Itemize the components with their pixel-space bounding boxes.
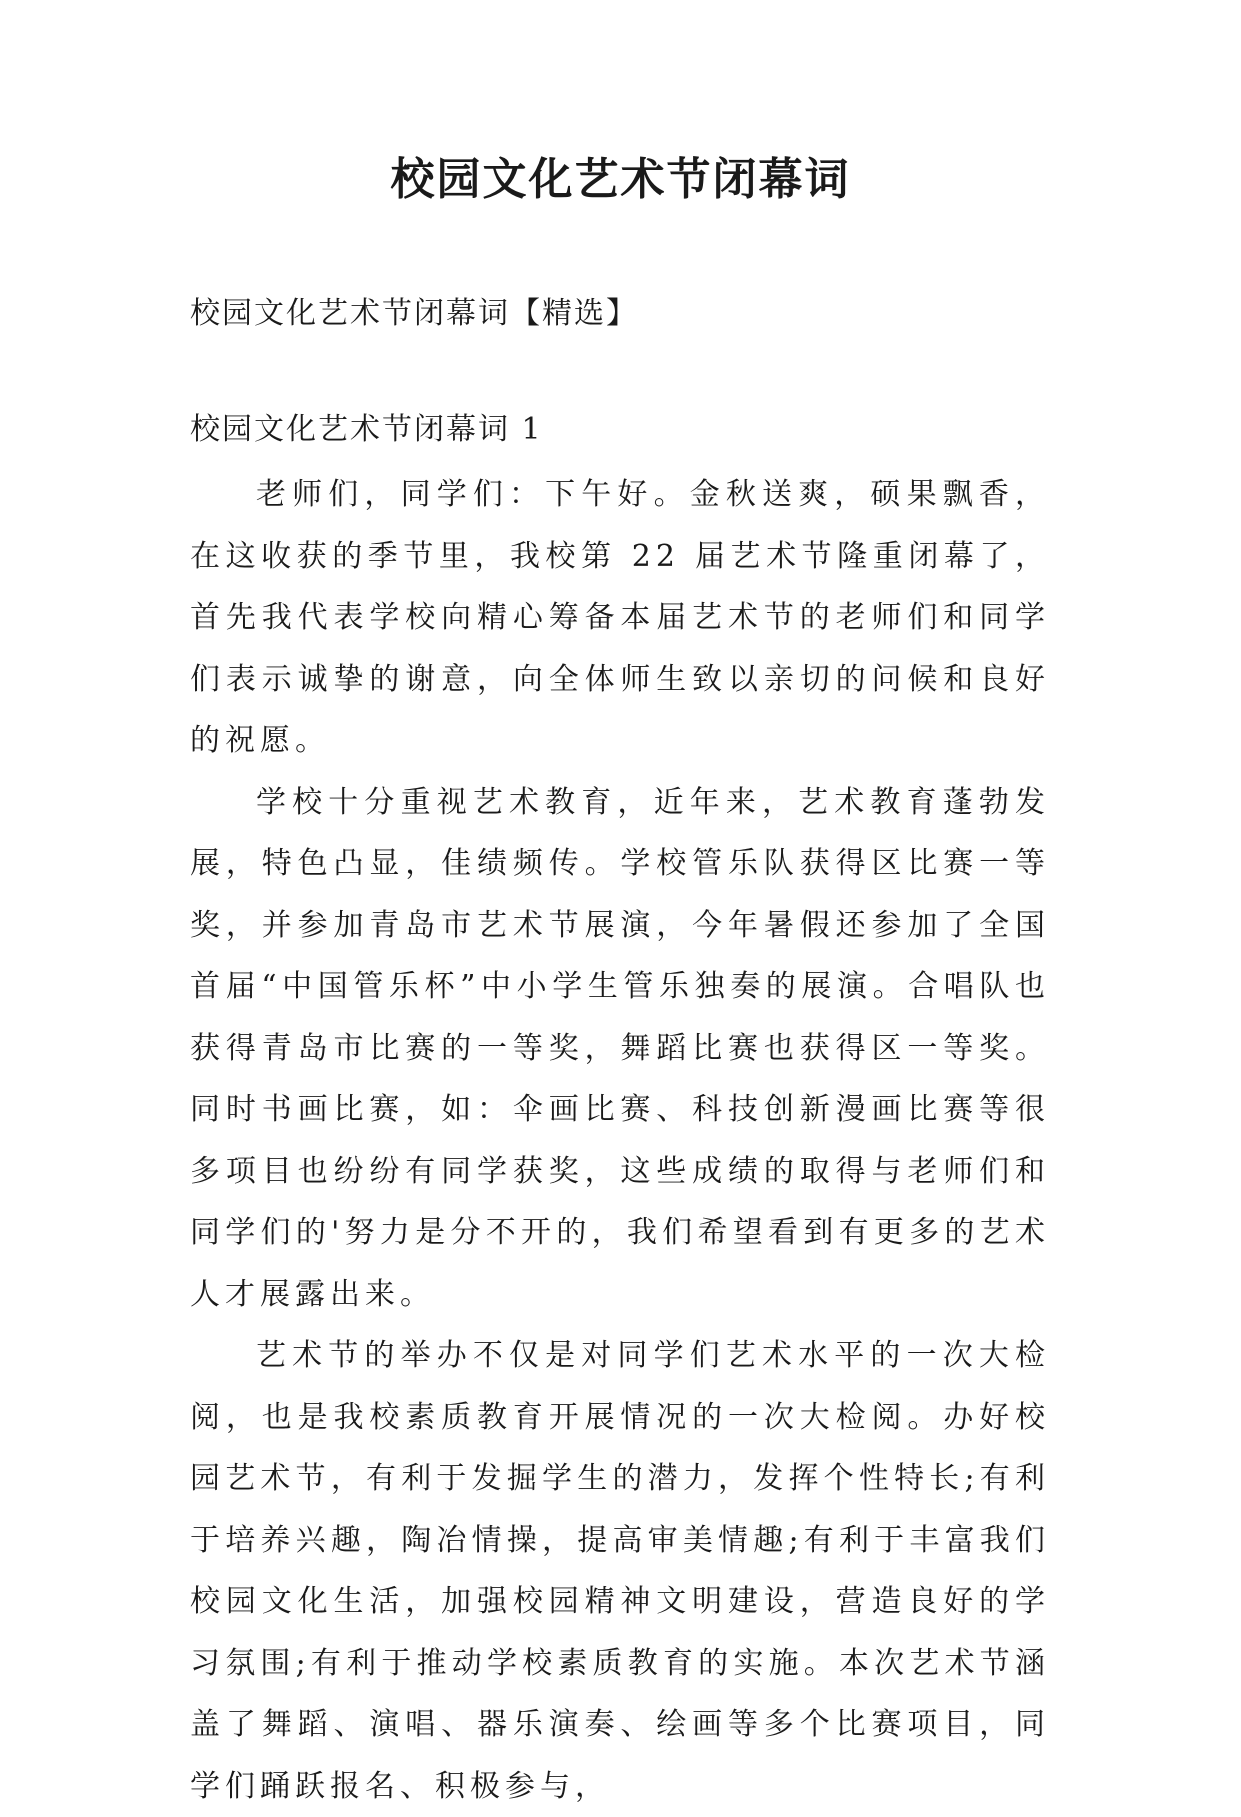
paragraph: 学校十分重视艺术教育，近年来，艺术教育蓬勃发展，特色凸显，佳绩频传。学校管乐队获得区比赛一等奖，并参加青岛市艺术节展演，今年暑假还参加了全国首届“中国管乐杯”中小学生管乐独奏的展演。合唱队也获得青岛市比赛的一等奖，舞蹈比赛也获得区一等奖。同时书画比赛，如：伞画比赛、科技创新漫画比赛等很多项目也纷纷有同学获奖，这些成绩的取得与老师们和同学们的'努力是分不开的，我们希望看到有更多的艺术人才展露出来。 [190,784,1050,1312]
body-text [190,464,1050,1817]
paragraph: 老师们，同学们：下午好。金秋送爽，硕果飘香，在这收获的季节里，我校第 22 届艺术节隆重闭幕了，首先我代表学校向精心筹备本届艺术节的老师们和同学们表示诚挚的谢意，向全体师生致以亲切的问候和良好的祝愿。 [190,477,1050,758]
document-subtitle: 校园文化艺术节闭幕词【精选】 [190,296,638,331]
document-title: 校园文化艺术节闭幕词 [390,154,851,205]
section-heading: 校园文化艺术节闭幕词 1 [190,412,543,447]
paragraph: 艺术节的举办不仅是对同学们艺术水平的一次大检阅，也是我校素质教育开展情况的一次大检阅。办好校园艺术节，有利于发掘学生的潜力，发挥个性特长;有利于培养兴趣，陶冶情操，提高审美情趣;有利于丰富我们校园文化生活，加强校园精神文明建设，营造良好的学习氛围;有利于推动学校素质教育的实施。本次艺术节涵盖了舞蹈、演唱、器乐演奏、绘画等多个比赛项目，同学们踊跃报名、积极参与， [190,1338,1050,1804]
